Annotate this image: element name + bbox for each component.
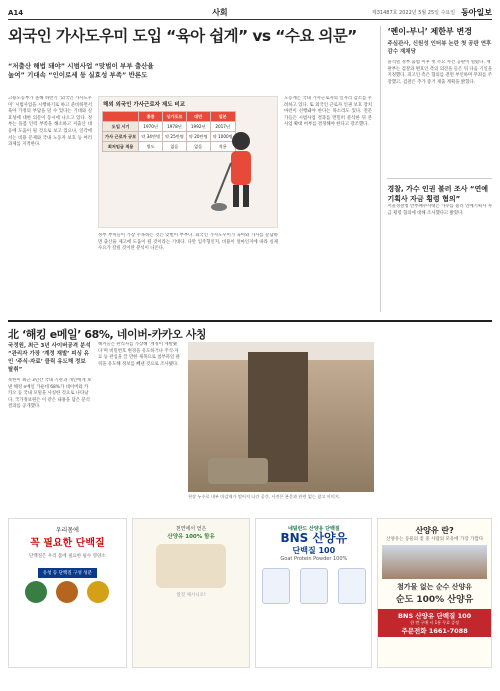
table-header: 싱가포르 xyxy=(163,112,187,122)
ad-brand: BNS 산양유 xyxy=(280,531,348,545)
article-column-3: 노동계는 국내 가사근로자의 일자리 감소를 우려하고 있다. 또 외국인 근로자 인권 보호 장치 마련이 선행돼야 한다는 목소리도 있다. 전문가들은 시범사업 결과를 면밀히 분석한 뒤 본사업 확대 여부를 결정해야 한다고 강조했다. xyxy=(284,96,372,128)
table-header: 대만 xyxy=(186,112,210,122)
article-lead: 국정원, 최근 3년 사이버공격 분석 “관리자 가장 ‘계정 재발’ 피싱 유인 ‘주식·자료’ 클릭 유도해 정보 탈취” xyxy=(8,343,91,373)
article-subheadline: “저출산 해법 돼야” 시범사업 “맞벌이 부부 출산율 높여” 기대속 “인이로세 등 실효성 부족” 반론도 xyxy=(8,62,154,79)
sidebar-subheadline: 주심관사, 신원성 인터뷰 논란 첫 공판 연후 감수 재채당 xyxy=(387,41,492,55)
ad-text: 첨가물 없는 순수 산양유 xyxy=(397,583,473,591)
table-cell: 최저임금 적용 xyxy=(103,142,139,152)
table-cell: 가사 근로자 규모 xyxy=(103,132,139,142)
table-cell: 없음 xyxy=(163,142,187,152)
ad-title: 꼭 필요한 단백질 xyxy=(30,538,105,549)
ad-order[interactable] xyxy=(377,518,492,668)
ad-promo: 한 번 구매 시 1통 무료 증정 xyxy=(410,620,460,625)
newspaper-logo: 동아일보 xyxy=(461,7,492,17)
table-cell: 별도 xyxy=(139,142,163,152)
order-phone[interactable]: 주문전화 1661-7088 xyxy=(401,627,468,635)
article-domestic-helper xyxy=(8,26,372,312)
product-jar xyxy=(300,568,328,604)
news-photo xyxy=(188,342,374,492)
section-name: 사회 xyxy=(212,8,228,17)
ingredient-icon xyxy=(25,581,47,603)
table-cell: 2017년 xyxy=(210,122,235,132)
ad-text: 알것 제시니오! xyxy=(176,593,206,598)
sidebar-headline: ‘롄이-부니’ 제한부 변경 xyxy=(387,27,472,36)
goat-herd-photo xyxy=(382,545,487,579)
ad-text: Goat Protein Powder 100% xyxy=(280,556,348,562)
table-cell: 없음 xyxy=(186,142,210,152)
table-cell: 약 34만명 xyxy=(139,132,163,142)
advertisement-strip xyxy=(8,518,492,668)
product-jar xyxy=(262,568,290,604)
table-header: 일본 xyxy=(210,112,235,122)
ad-text: 산양유는 동물의 젖 중 사람의 모유에 가장 가깝다 xyxy=(386,537,484,542)
ad-title: 산양유 란? xyxy=(415,526,454,535)
table-header xyxy=(103,112,139,122)
ad-order-bar xyxy=(378,609,491,637)
ad-title: 산양유 100% 함유 xyxy=(167,534,215,540)
ad-tag: 유청 등 단백질 구성 성분 xyxy=(38,568,97,578)
table-title: 해외 외국인 가사근로자 제도 비교 xyxy=(103,102,186,108)
sidebar-text: 윤석열 정부 출범 이후 첫 주요 사건 공판이 열렸다. 재판부는 검찰과 변호인 측의 의견을 들은 뒤 다음 기일을 지정했다. 피고인 측은 혐의를 전면 부인하며 무죄를 주장했고, 검찰은 추가 증거 제출 계획을 밝혔다. xyxy=(387,60,492,85)
table-cell: 1970년 xyxy=(139,122,163,132)
page-number: A14 xyxy=(8,8,24,17)
article-column-2: 정부 부처들이 가장 주목하는 것은 맞벌이 부부다. 외국인 가사도우미가 육아와 가사를 분담하면 출산율 제고에 도움이 될 것이라는 기대다. 다만 입주형인지, 비용이 얼마인지에 따라 실제 수요가 갈릴 것이란 분석이 나온다. xyxy=(98,233,278,252)
table-cell: 1978년 xyxy=(163,122,187,132)
article2-column-1: 북한이 최근 3년간 국내 기관과 개인에게 보낸 해킹 e메일 가운데 68%가 네이버와 카카오 등 국내 포털을 사칭한 것으로 나타났다. 국가정보원은 이 같은 내용을 담은 분석 결과를 공개했다. xyxy=(8,378,92,410)
product-jar xyxy=(338,568,366,604)
ingredient-icon xyxy=(87,581,109,603)
table-cell: 약 25만명 xyxy=(163,132,187,142)
ad-goat-milk[interactable] xyxy=(132,518,251,668)
sidebar-news xyxy=(380,26,492,312)
ad-text: 단백질은 우리 몸에 필요한 필수 영양소 xyxy=(29,554,106,559)
table-cell: 도입 시기 xyxy=(103,122,139,132)
vacuum-illustration xyxy=(211,127,271,217)
ad-text: 천연에서 얻은 xyxy=(175,526,207,532)
table-cell: 적용 xyxy=(210,142,235,152)
article-headline: 외국인 가사도우미 도입 “육아 쉽게” vs “수요 의문” xyxy=(8,27,357,45)
masthead xyxy=(8,6,492,20)
table-cell: 1992년 xyxy=(186,122,210,132)
article-north-korea-hacking xyxy=(8,320,492,510)
ad-protein-intro[interactable] xyxy=(8,518,127,668)
ad-product-name: BNS 산양유 단백질 100 xyxy=(398,612,472,620)
comparison-table-graphic xyxy=(98,96,278,228)
article-headline-2: 北 ‘해킹 e메일’ 68%, 네이버-카카오 사칭 xyxy=(8,328,207,341)
table-header: 홍콩 xyxy=(139,112,163,122)
ad-title: 단백질 100 xyxy=(292,546,336,555)
article-column-1: 고용노동부가 올해 하반기 ‘외국인 가사도우미’ 시범사업을 시행하기로 하고 준비하면서 육아 가정의 부담을 덜 수 있다는 기대와 실효성에 대한 의문이 동시에 나오고 있다. 정부는 돌봄 인력 부족을 해소하고 저출산 대응에 도움이 될 것으로 보고 있으나, 일각에서는 비용 문제와 국내 노동자 보호 등 여러 과제를 지적한다. xyxy=(8,96,92,148)
product-illustration xyxy=(156,544,226,588)
ad-text: 우리몸에 xyxy=(55,527,79,534)
issue-meta: 제31487호 2022년 5월 25일 수요일 xyxy=(371,10,456,16)
ad-bns-product[interactable] xyxy=(255,518,372,668)
photo-caption: 천장 누수로 내부 마감재가 떨어져 나간 공간. 사진은 본문과 관련 없는 참고 이미지. xyxy=(188,494,341,499)
ad-text: 네덜란드 산양유 단백질 xyxy=(287,526,340,532)
table-cell: 약 1000명 xyxy=(210,132,235,142)
sidebar-headline-2: 경찰, 가수 인권 불러 조사 “연예기획사 자금 횡령 혐의” xyxy=(387,178,492,204)
table-cell: 약 20만명 xyxy=(186,132,210,142)
article2-column-2: 해커들은 관리자를 가장해 ‘계정이 재발됐다’며 비밀번호 변경을 유도하거나 주식·자료 등 관심을 끌 만한 제목으로 첨부파일 클릭을 유도해 정보를 빼낸 것으로 조사됐다. xyxy=(98,342,180,367)
ad-title: 순도 100% 산양유 xyxy=(395,595,474,605)
sidebar-text-2: 서울경찰청 반부패수사대는 가수를 불러 연예기획사 자금 횡령 혐의에 대해 조사했다고 밝혔다. xyxy=(387,204,492,216)
ingredient-icon xyxy=(56,581,78,603)
